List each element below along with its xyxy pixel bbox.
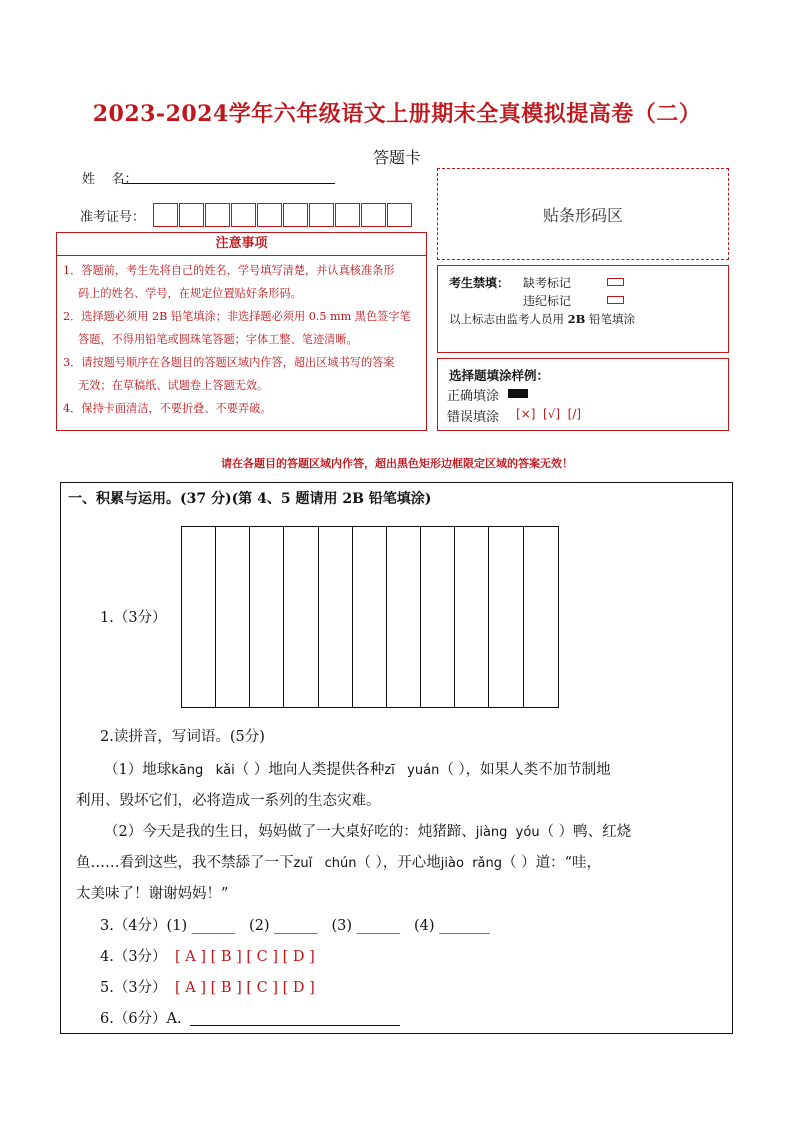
id-digit-box[interactable] [257,203,282,227]
q4-label: 4.（3分） [100,949,167,965]
marks-note-prefix: 以上标志由监考人员用 [449,312,564,326]
q2-part1-line2: 利用、毁坏它们，必将造成一系列的生态灾难。 [76,793,381,809]
q2-part1-line1 [104,760,611,781]
absent-mark-box[interactable] [607,278,624,286]
grid-cell[interactable] [420,526,455,708]
q6-answer-line[interactable] [190,1025,400,1026]
q2-text: （1）地球 [104,762,172,778]
grid-cell[interactable] [181,526,216,708]
q2-text: （ ）鸭、红烧 [539,824,632,840]
q2-text: （ ），开心地 [356,855,441,871]
q2-text: 鱼……看到这些，我不禁舔了一下 [76,855,294,871]
pinyin: kāng kǎi [171,763,235,778]
q2-text: （ ），如果人类不加节制地 [439,762,611,778]
absent-mark-label: 缺考标记 [523,276,572,290]
q4-options[interactable]: [ A ] [ B ] [ C ] [ D ] [175,949,315,965]
exam-marks-label: 考生禁填： [449,276,510,290]
violation-mark-box[interactable] [607,296,624,304]
grid-cell[interactable] [215,526,250,708]
pinyin: jiào rǎng [440,856,503,871]
q2-text: （ ）地向人类提供各种 [234,762,385,778]
page-subtitle: 答题卡 [372,148,421,167]
notice-item: 1．答题前，考生先将自己的姓名，学号填写清楚，并认真核准条形 [63,264,395,277]
violation-mark-label: 违纪标记 [523,294,572,308]
q5-options[interactable]: [ A ] [ B ] [ C ] [ D ] [175,980,315,996]
id-digit-box[interactable] [205,203,230,227]
grid-cell[interactable] [454,526,489,708]
notice-item: 码上的姓名、学号，在规定位置贴好条形码。 [78,287,302,300]
fill-sample-title: 选择题填涂样例： [449,368,550,383]
q2-part2-line2 [76,853,601,874]
answer-area-warning: 请在各题目的答题区域内作答，超出黑色矩形边框限定区域的答案无效！ [221,457,573,470]
q6-label: 6.（6分）A. [100,1011,182,1027]
id-digit-box[interactable] [231,203,256,227]
id-digit-box[interactable] [335,203,360,227]
q2-text: （ ）道：“哇， [502,855,602,871]
marks-note [449,311,635,327]
correct-fill-label: 正确填涂 [447,389,500,404]
notice-item: 答题，不得用铅笔或圆珠笔答题；字体工整、笔迹清晰。 [78,333,358,346]
notice-item: 3．请按题号顺序在各题目的答题区域内作答，超出区域书写的答案 [63,356,395,369]
pinyin: zī yuán [384,763,440,778]
notice-item: 4．保持卡面清洁，不要折叠、不要弄破。 [63,402,272,415]
grid-cell[interactable] [283,526,319,708]
q2-part2-line1 [104,822,631,843]
marks-note-suffix: 铅笔填涂 [589,312,636,326]
wrong-fill-examples: [×] [√] [/] [516,407,582,421]
id-digit-box[interactable] [361,203,386,227]
barcode-label: 贴条形码区 [542,206,623,225]
q2-text: （2）今天是我的生日，妈妈做了一大桌好吃的：炖猪蹄、 [104,824,476,840]
pinyin: jiàng yóu [475,825,540,840]
filled-sample-mark [508,389,528,398]
grid-cell[interactable] [386,526,421,708]
marks-note-bold: 2B [567,312,586,326]
name-label: 姓 名： [82,172,138,187]
name-input-line[interactable] [123,183,335,184]
grid-cell[interactable] [318,526,353,708]
q3-answer-line[interactable]: 3.（4分）(1) ______ (2) ______ (3) ______ (4) _______ [100,918,490,934]
notice-item: 2．选择题必须用 2B 铅笔填涂；非选择题必须用 0.5 mm 黑色签字笔 [63,310,411,323]
grid-cell[interactable] [249,526,284,708]
id-digit-box[interactable] [309,203,334,227]
grid-cell[interactable] [488,526,524,708]
id-label: 准考证号： [80,210,146,225]
notice-item: 无效；在草稿纸、试题卷上答题无效。 [78,379,269,392]
q5-label: 5.（3分） [100,980,167,996]
q1-label: 1.（3分） [100,610,167,626]
id-digit-box[interactable] [283,203,308,227]
notice-heading: 注意事项 [56,232,427,256]
section-one-heading: 一、积累与运用。(37 分)(第 4、5 题请用 2B 铅笔填涂) [68,491,432,507]
grid-cell[interactable] [352,526,387,708]
pinyin: zuǐ chún [293,856,357,871]
id-digit-box[interactable] [153,203,178,227]
wrong-fill-label: 错误填涂 [447,410,500,425]
q2-part2-line3: 太美味了！谢谢妈妈！” [76,886,229,902]
q2-label: 2.读拼音，写词语。(5分) [100,729,265,745]
page-title: 2023-2024学年六年级语文上册期末全真模拟提高卷（二） [92,101,702,127]
id-digit-box[interactable] [387,203,412,227]
grid-cell[interactable] [523,526,559,708]
id-digit-box[interactable] [179,203,204,227]
